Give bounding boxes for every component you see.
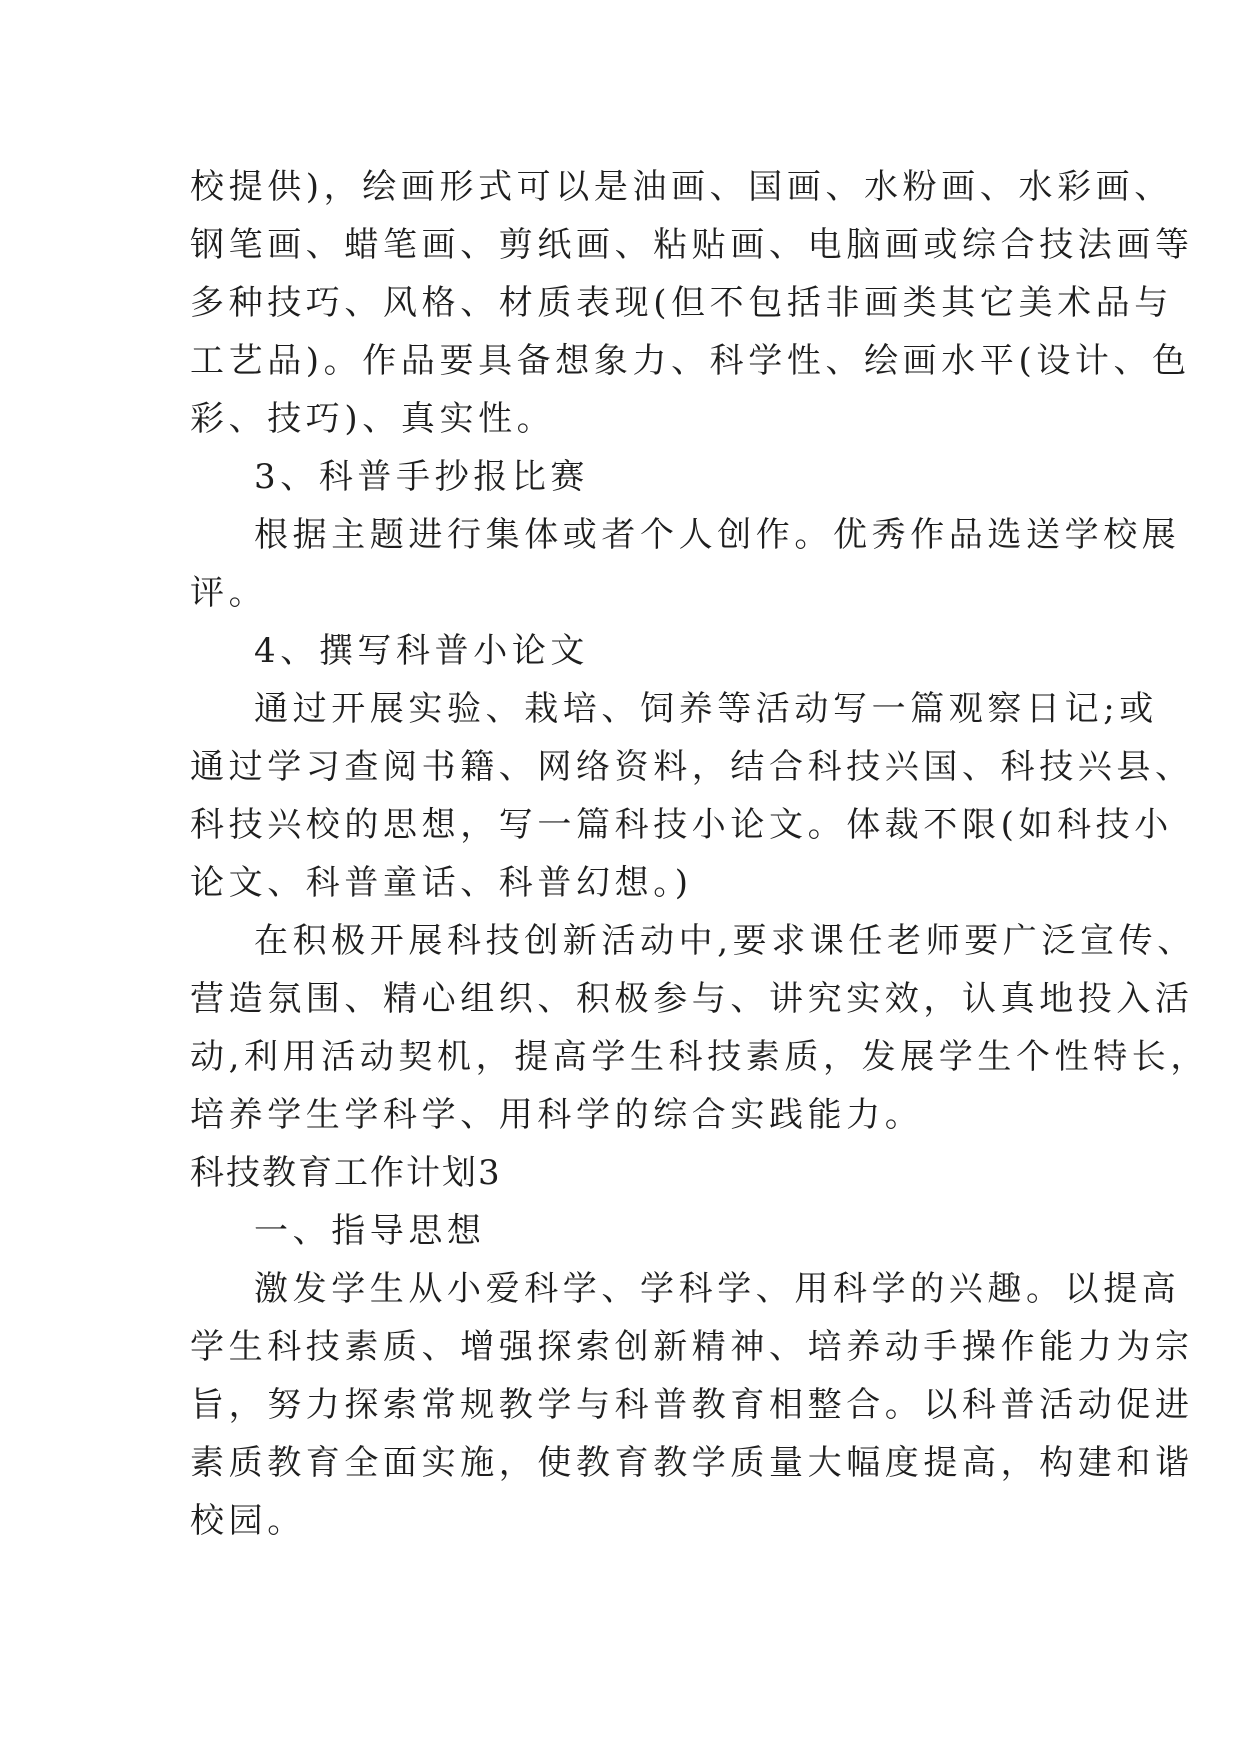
body-text-line: 评。 [190, 573, 268, 613]
body-text-line: 旨，努力探索常规教学与科普教育相整合。以科普活动促进 [190, 1385, 1194, 1425]
body-text-line: 通过开展实验、栽培、饲养等活动写一篇观察日记;或 [254, 689, 1158, 729]
body-text-line: 素质教育全面实施，使教育教学质量大幅度提高，构建和谐 [190, 1443, 1194, 1483]
body-text-line: 校园。 [190, 1501, 306, 1541]
body-text-line: 钢笔画、蜡笔画、剪纸画、粘贴画、电脑画或综合技法画等 [190, 225, 1194, 265]
body-text-line: 培养学生学科学、用科学的综合实践能力。 [190, 1095, 924, 1135]
body-text-line: 论文、科普童话、科普幻想。) [190, 863, 693, 903]
body-text-line: 营造氛围、精心组织、积极参与、讲究实效，认真地投入活 [190, 979, 1194, 1019]
section-heading-4: 4、撰写科普小论文 [254, 631, 590, 671]
body-text-line: 工艺品)。作品要具备想象力、科学性、绘画水平(设计、色 [190, 341, 1191, 381]
body-text-line: 在积极开展科技创新活动中,要求课任老师要广泛宣传、 [254, 921, 1196, 961]
body-text-line: 动,利用活动契机，提高学生科技素质，发展学生个性特长， [190, 1037, 1210, 1077]
body-text-line: 彩、技巧)、真实性。 [190, 399, 556, 439]
body-text-line: 学生科技素质、增强探索创新精神、培养动手操作能力为宗 [190, 1327, 1194, 1367]
body-text-line: 校提供)，绘画形式可以是油画、国画、水粉画、水彩画、 [190, 167, 1173, 207]
document-title-3: 科技教育工作计划3 [190, 1153, 502, 1193]
body-text-line: 通过学习查阅书籍、网络资料，结合科技兴国、科技兴县、 [190, 747, 1194, 787]
body-text-line: 激发学生从小爱科学、学科学、用科学的兴趣。以提高 [254, 1269, 1181, 1309]
section-heading-3: 3、科普手抄报比赛 [254, 457, 590, 497]
body-text-line: 多种技巧、风格、材质表现(但不包括非画类其它美术品与 [190, 283, 1173, 323]
body-text-line: 科技兴校的思想，写一篇科技小论文。体裁不限(如科技小 [190, 805, 1173, 845]
body-text-line: 根据主题进行集体或者个人创作。优秀作品选送学校展 [254, 515, 1181, 555]
document-body [190, 158, 1210, 1550]
section-heading-guiding-ideology: 一、指导思想 [254, 1211, 486, 1251]
